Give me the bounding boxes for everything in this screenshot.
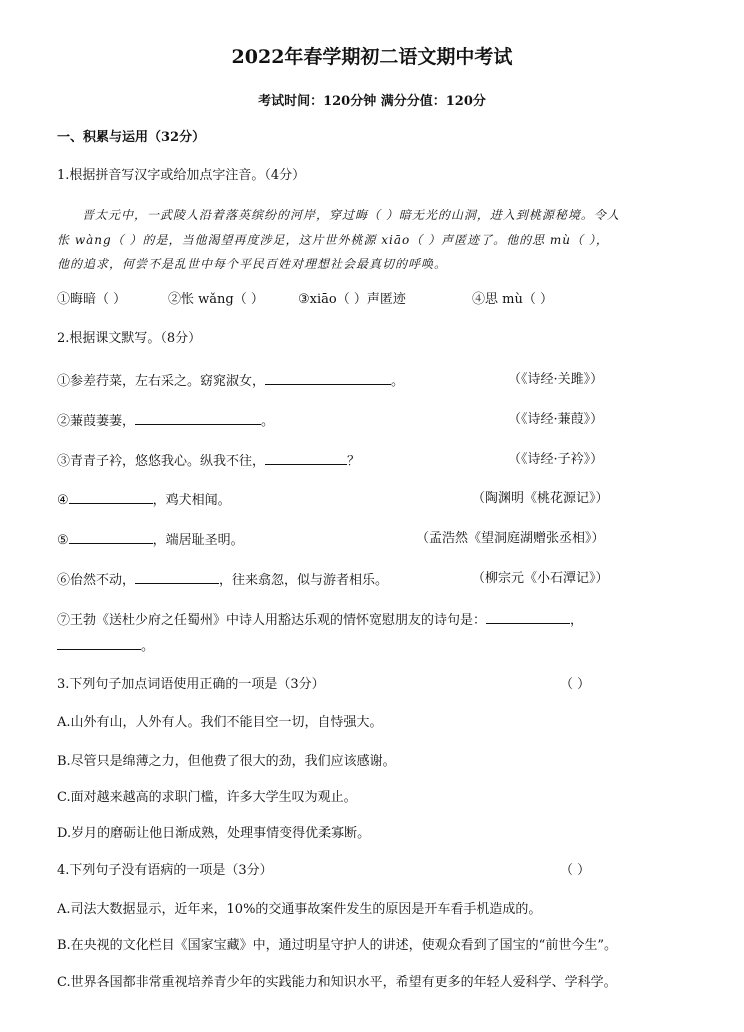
q2-stem: 2.根据课文默写。（8分） — [57, 331, 202, 346]
q1-option: ③xiāo（ ）声匿迹 — [298, 292, 406, 307]
q2-line-7: ⑦王勃《送杜少府之任蜀州》中诗人用豁达乐观的情怀宽慰朋友的诗句是： ， — [57, 613, 584, 628]
exam-title: 2022年春学期初二语文期中考试 — [231, 46, 513, 68]
answer-blank[interactable] — [69, 491, 153, 504]
q3-option: A.山外有山，人外有人。我们不能目空一切，自恃强大。 — [57, 715, 383, 730]
q2-line: ①参差荇菜，左右采之。窈窕淑女， 。 — [57, 374, 405, 389]
q2-line: ③青青子衿，悠悠我心。纵我不往， ？ — [57, 454, 361, 469]
answer-blank[interactable] — [57, 637, 141, 650]
q3-answer-paren[interactable]: （ ） — [560, 677, 591, 692]
q2-line: ⑥佁然不动， ，往来翕忽，似与游者相乐。 — [57, 573, 389, 588]
q4-answer-paren[interactable]: （ ） — [560, 863, 591, 878]
q1-passage-line: 晋太元中，一武陵人沿着落英缤纷的河岸，穿过晦（ ）暗无光的山洞，进入到桃源秘境。令人 — [82, 208, 620, 222]
answer-blank[interactable] — [69, 531, 153, 544]
q2-line-7-cont: 。 — [57, 637, 154, 655]
answer-blank[interactable] — [265, 452, 347, 465]
q1-option: ②怅 wǎng（ ） — [168, 292, 264, 307]
q1-passage-line: 怅 wàng（ ）的是，当他渴望再度涉足，这片世外桃源 xiāo（ ）声匿迹了。他的思 mù（ ）， — [57, 233, 609, 247]
q2-line: ⑤ ，端居耻圣明。 — [57, 533, 244, 548]
q2-source: （孟浩然《望洞庭湖赠张丞相》） — [416, 531, 605, 546]
q2-line: ②蒹葭萋萋， 。 — [57, 414, 275, 429]
answer-blank[interactable] — [135, 412, 261, 425]
q3-stem: 3.下列句子加点词语使用正确的一项是（3分） — [57, 677, 325, 692]
q3-option: D.岁月的磨砺让他日渐成熟，处理事情变得优柔寡断。 — [57, 826, 371, 841]
q2-source: （《诗经·蒹葭》） — [508, 412, 604, 427]
q4-option: B.在央视的文化栏目《国家宝藏》中，通过明星守护人的讲述，使观众看到了国宝的“前世今生”。 — [57, 938, 617, 953]
q1-option: ①晦暗（ ） — [57, 292, 127, 307]
q3-option: C.面对越来越高的求职门槛，许多大学生叹为观止。 — [57, 790, 357, 805]
section-heading: 一、积累与运用（32分） — [57, 130, 206, 145]
q2-line: ④ ，鸡犬相闻。 — [57, 493, 231, 508]
q1-stem: 1.根据拼音写汉字或给加点字注音。（4分） — [57, 168, 306, 183]
q1-option: ④思 mù（ ） — [472, 292, 553, 307]
answer-blank[interactable] — [135, 571, 219, 584]
exam-subtitle: 考试时间：120分钟 满分分值：120分 — [258, 94, 486, 109]
q1-passage-line: 他的追求，何尝不是乱世中每个平民百姓对理想社会最真切的呼唤。 — [57, 257, 448, 271]
q4-stem: 4.下列句子没有语病的一项是（3分） — [57, 863, 273, 878]
q3-option: B.尽管只是绵薄之力，但他费了很大的劲，我们应该感谢。 — [57, 754, 396, 769]
q2-source: （陶渊明《桃花源记》） — [472, 491, 609, 506]
q4-option: C.世界各国都非常重视培养青少年的实践能力和知识水平，希望有更多的年轻人爱科学、学科学。 — [57, 975, 617, 990]
answer-blank[interactable] — [486, 611, 570, 624]
q4-option: A.司法大数据显示，近年来，10%的交通事故案件发生的原因是开车看手机造成的。 — [57, 902, 542, 917]
q2-source: （《诗经·子衿》） — [508, 452, 604, 467]
answer-blank[interactable] — [265, 372, 391, 385]
q2-source: （柳宗元《小石潭记》） — [472, 571, 609, 586]
q2-source: （《诗经·关雎》） — [508, 372, 604, 387]
